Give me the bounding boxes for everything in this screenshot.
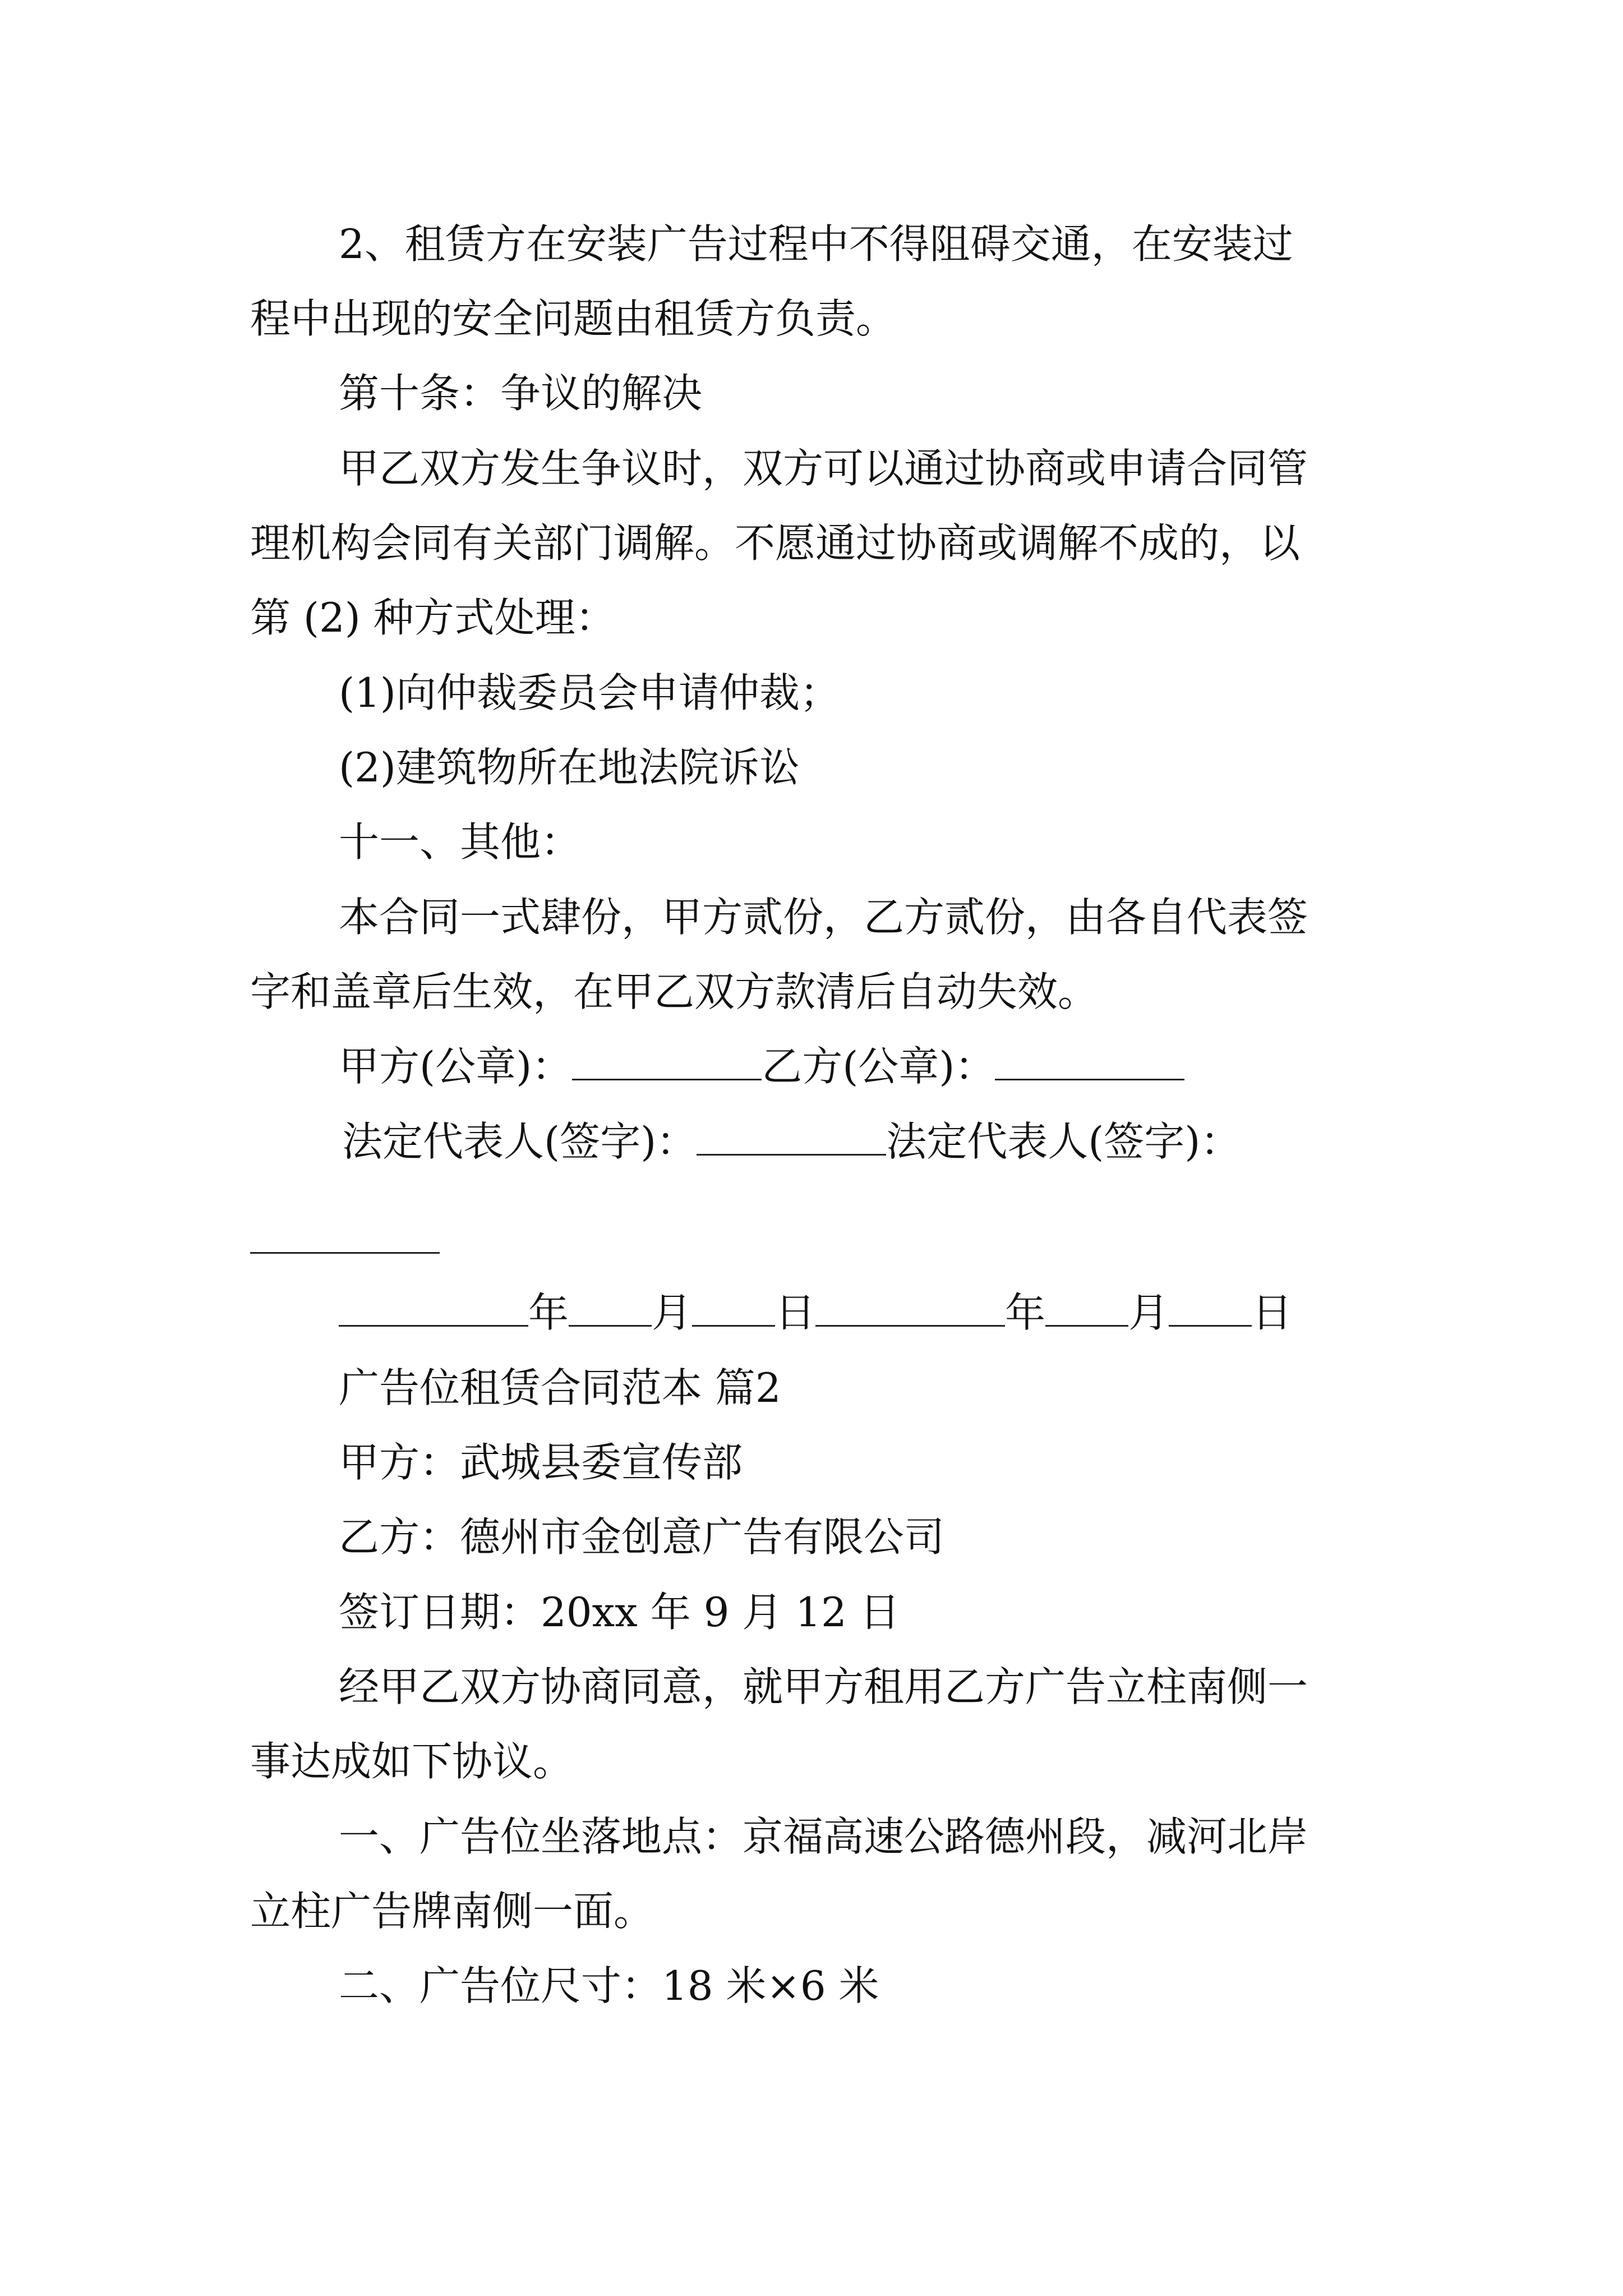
party-b-seal-label: 乙方(公章)： <box>762 1043 995 1090</box>
representative-line <box>0 1114 1623 1170</box>
rep-b-blank <box>250 1252 440 1254</box>
day-b-label: 日 <box>1252 1289 1293 1336</box>
paragraph-line: 甲乙双方发生争议时，双方可以通过协商或申请合同管 <box>339 445 1308 492</box>
list-item: (1)向仲裁委员会申请仲裁； <box>339 669 840 716</box>
paragraph-line: 事达成如下协议。 <box>250 1738 574 1785</box>
section-title: 广告位租赁合同范本 篇2 <box>339 1364 781 1411</box>
paragraph-line: 本合同一式肆份，甲方贰份，乙方贰份，由各自代表签 <box>339 894 1308 941</box>
section-heading: 十一、其他： <box>339 818 582 866</box>
date-line <box>0 1285 1623 1341</box>
paragraph-line: 立柱广告牌南侧一面。 <box>250 1888 654 1935</box>
month-b-label: 月 <box>1128 1289 1169 1336</box>
paragraph-line: 二、广告位尺寸：18 米×6 米 <box>339 1962 879 2009</box>
month-a-label: 月 <box>652 1289 693 1336</box>
seal-line <box>0 1038 1623 1094</box>
party-a-line: 甲方：武城县委宣传部 <box>339 1439 743 1486</box>
month-b-blank <box>1045 1291 1128 1327</box>
list-item: (2)建筑物所在地法院诉讼 <box>339 744 800 791</box>
year-b-blank <box>815 1291 1005 1327</box>
party-a-seal-blank <box>572 1045 762 1080</box>
paragraph-line: 理机构会同有关部门调解。不愿通过协商或调解不成的，以 <box>250 519 1301 567</box>
section-heading: 第十条：争议的解决 <box>339 370 703 417</box>
day-a-blank <box>692 1291 775 1327</box>
paragraph-line: 程中出现的安全问题由租赁方负责。 <box>250 295 897 342</box>
paragraph-line: 一、广告位坐落地点：京福高速公路德州段，减河北岸 <box>339 1813 1308 1860</box>
party-b-line: 乙方：德州市金创意广告有限公司 <box>339 1513 945 1561</box>
month-a-blank <box>569 1291 652 1327</box>
party-a-seal-label: 甲方(公章)： <box>339 1043 573 1090</box>
year-a-label: 年 <box>528 1289 569 1336</box>
year-a-blank <box>339 1291 528 1327</box>
rep-b-label: 法定代表人(签字)： <box>886 1118 1241 1165</box>
party-b-seal-blank <box>995 1045 1184 1080</box>
paragraph-line: 经甲乙双方协商同意，就甲方租用乙方广告立柱南侧一 <box>339 1663 1308 1710</box>
paragraph-line: 字和盖章后生效，在甲乙双方款清后自动失效。 <box>250 968 1099 1015</box>
day-a-label: 日 <box>775 1289 816 1336</box>
paragraph-line: 第 (2) 种方式处理： <box>250 594 616 641</box>
year-b-label: 年 <box>1005 1289 1046 1336</box>
sign-date-line: 签订日期：20xx 年 9 月 12 日 <box>339 1589 900 1636</box>
rep-a-blank <box>697 1120 886 1156</box>
rep-a-label: 法定代表人(签字)： <box>342 1118 697 1165</box>
paragraph-line: 2、租赁方在安装广告过程中不得阻碍交通，在安装过 <box>339 220 1293 268</box>
day-b-blank <box>1169 1291 1252 1327</box>
